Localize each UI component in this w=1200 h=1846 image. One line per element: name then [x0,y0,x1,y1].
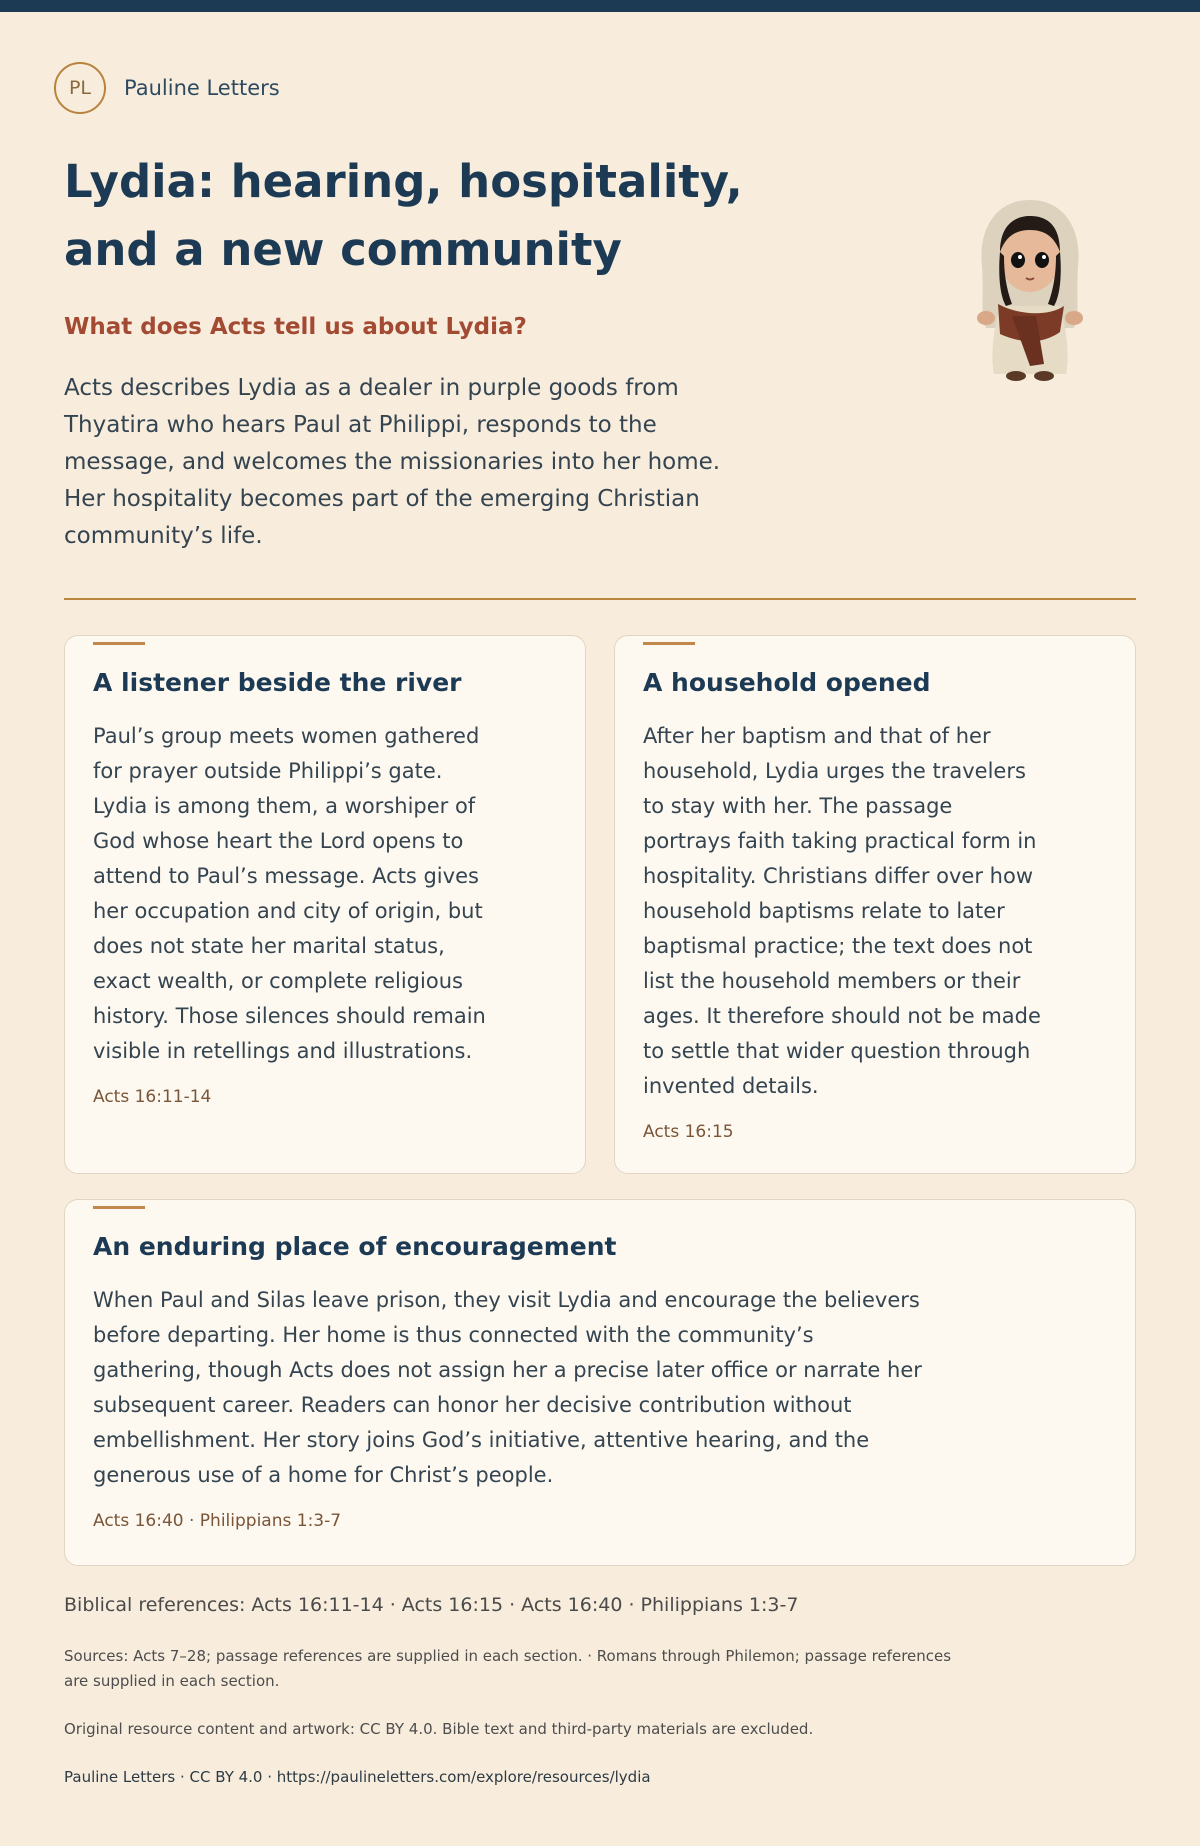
card-accent [643,642,695,645]
license-note: Original resource content and artwork: CC BY 4.0. Bible text and third-party materials are excluded. [64,1720,814,1738]
section-card-river [64,635,586,1174]
section-reference: Acts 16:40 · Philippians 1:3-7 [93,1511,342,1531]
page-title: Lydia: hearing, hospitality, and a new community [64,155,743,276]
section-card-household [614,635,1136,1174]
hero-lead: Acts describes Lydia as a dealer in purple goods from Thyatira who hears Paul at Philippi, responds to the message, and welcomes the missionaries into her home. Her hospitality becomes part of the emerging Christian community’s life. [64,375,721,549]
section-title: An enduring place of encouragement [93,1232,617,1261]
divider [64,598,1136,600]
section-card-encouragement [64,1199,1136,1566]
card-accent [93,1206,145,1209]
section-body: Paul’s group meets women gathered for prayer outside Philippi’s gate. Lydia is among them, a worshiper of God whose heart the Lord opens to attend to Paul’s message. Acts gives her occupation and city of origin, but does not state her marital status, exact wealth, or complete religious history. Those silences should remain visible in retellings and illustrations. [93,724,486,1063]
hero-question: What does Acts tell us about Lydia? [64,314,527,340]
brand-name: Pauline Letters [124,76,280,100]
section-title: A household opened [643,668,931,697]
lydia-figure-icon [960,196,1100,386]
footer-link[interactable]: Pauline Letters · CC BY 4.0 · https://paulineletters.com/explore/resources/lydia [64,1768,651,1786]
section-reference: Acts 16:11-14 [93,1087,212,1107]
top-bar [0,0,1200,12]
section-body: When Paul and Silas leave prison, they visit Lydia and encourage the believers before departing. Her home is thus connected with the community’s gathering, though Acts does not assign her a precise later office or narrate her subsequent career. Readers can honor her decisive contribution without embellishment. Her story joins God’s initiative, attentive hearing, and the generous use of a home for Christ’s people. [93,1288,922,1487]
brand-logo-icon: PL [54,62,106,114]
section-reference: Acts 16:15 [643,1122,734,1142]
section-title: A listener beside the river [93,668,462,697]
biblical-references: Biblical references: Acts 16:11-14 · Acts 16:15 · Acts 16:40 · Philippians 1:3-7 [64,1594,799,1616]
section-body: After her baptism and that of her household, Lydia urges the travelers to stay with her. The passage portrays faith taking practical form in hospitality. Christians differ over how household baptisms relate to later baptismal practice; the text does not list the household members or their ages. It therefore should not be made to settle that wider question through invented details. [643,724,1041,1098]
card-accent [93,642,145,645]
sources-note: Sources: Acts 7–28; passage references are supplied in each section. · Romans through Philemon; passage references are supplied in each section. [64,1647,952,1690]
brand[interactable] [54,62,280,114]
